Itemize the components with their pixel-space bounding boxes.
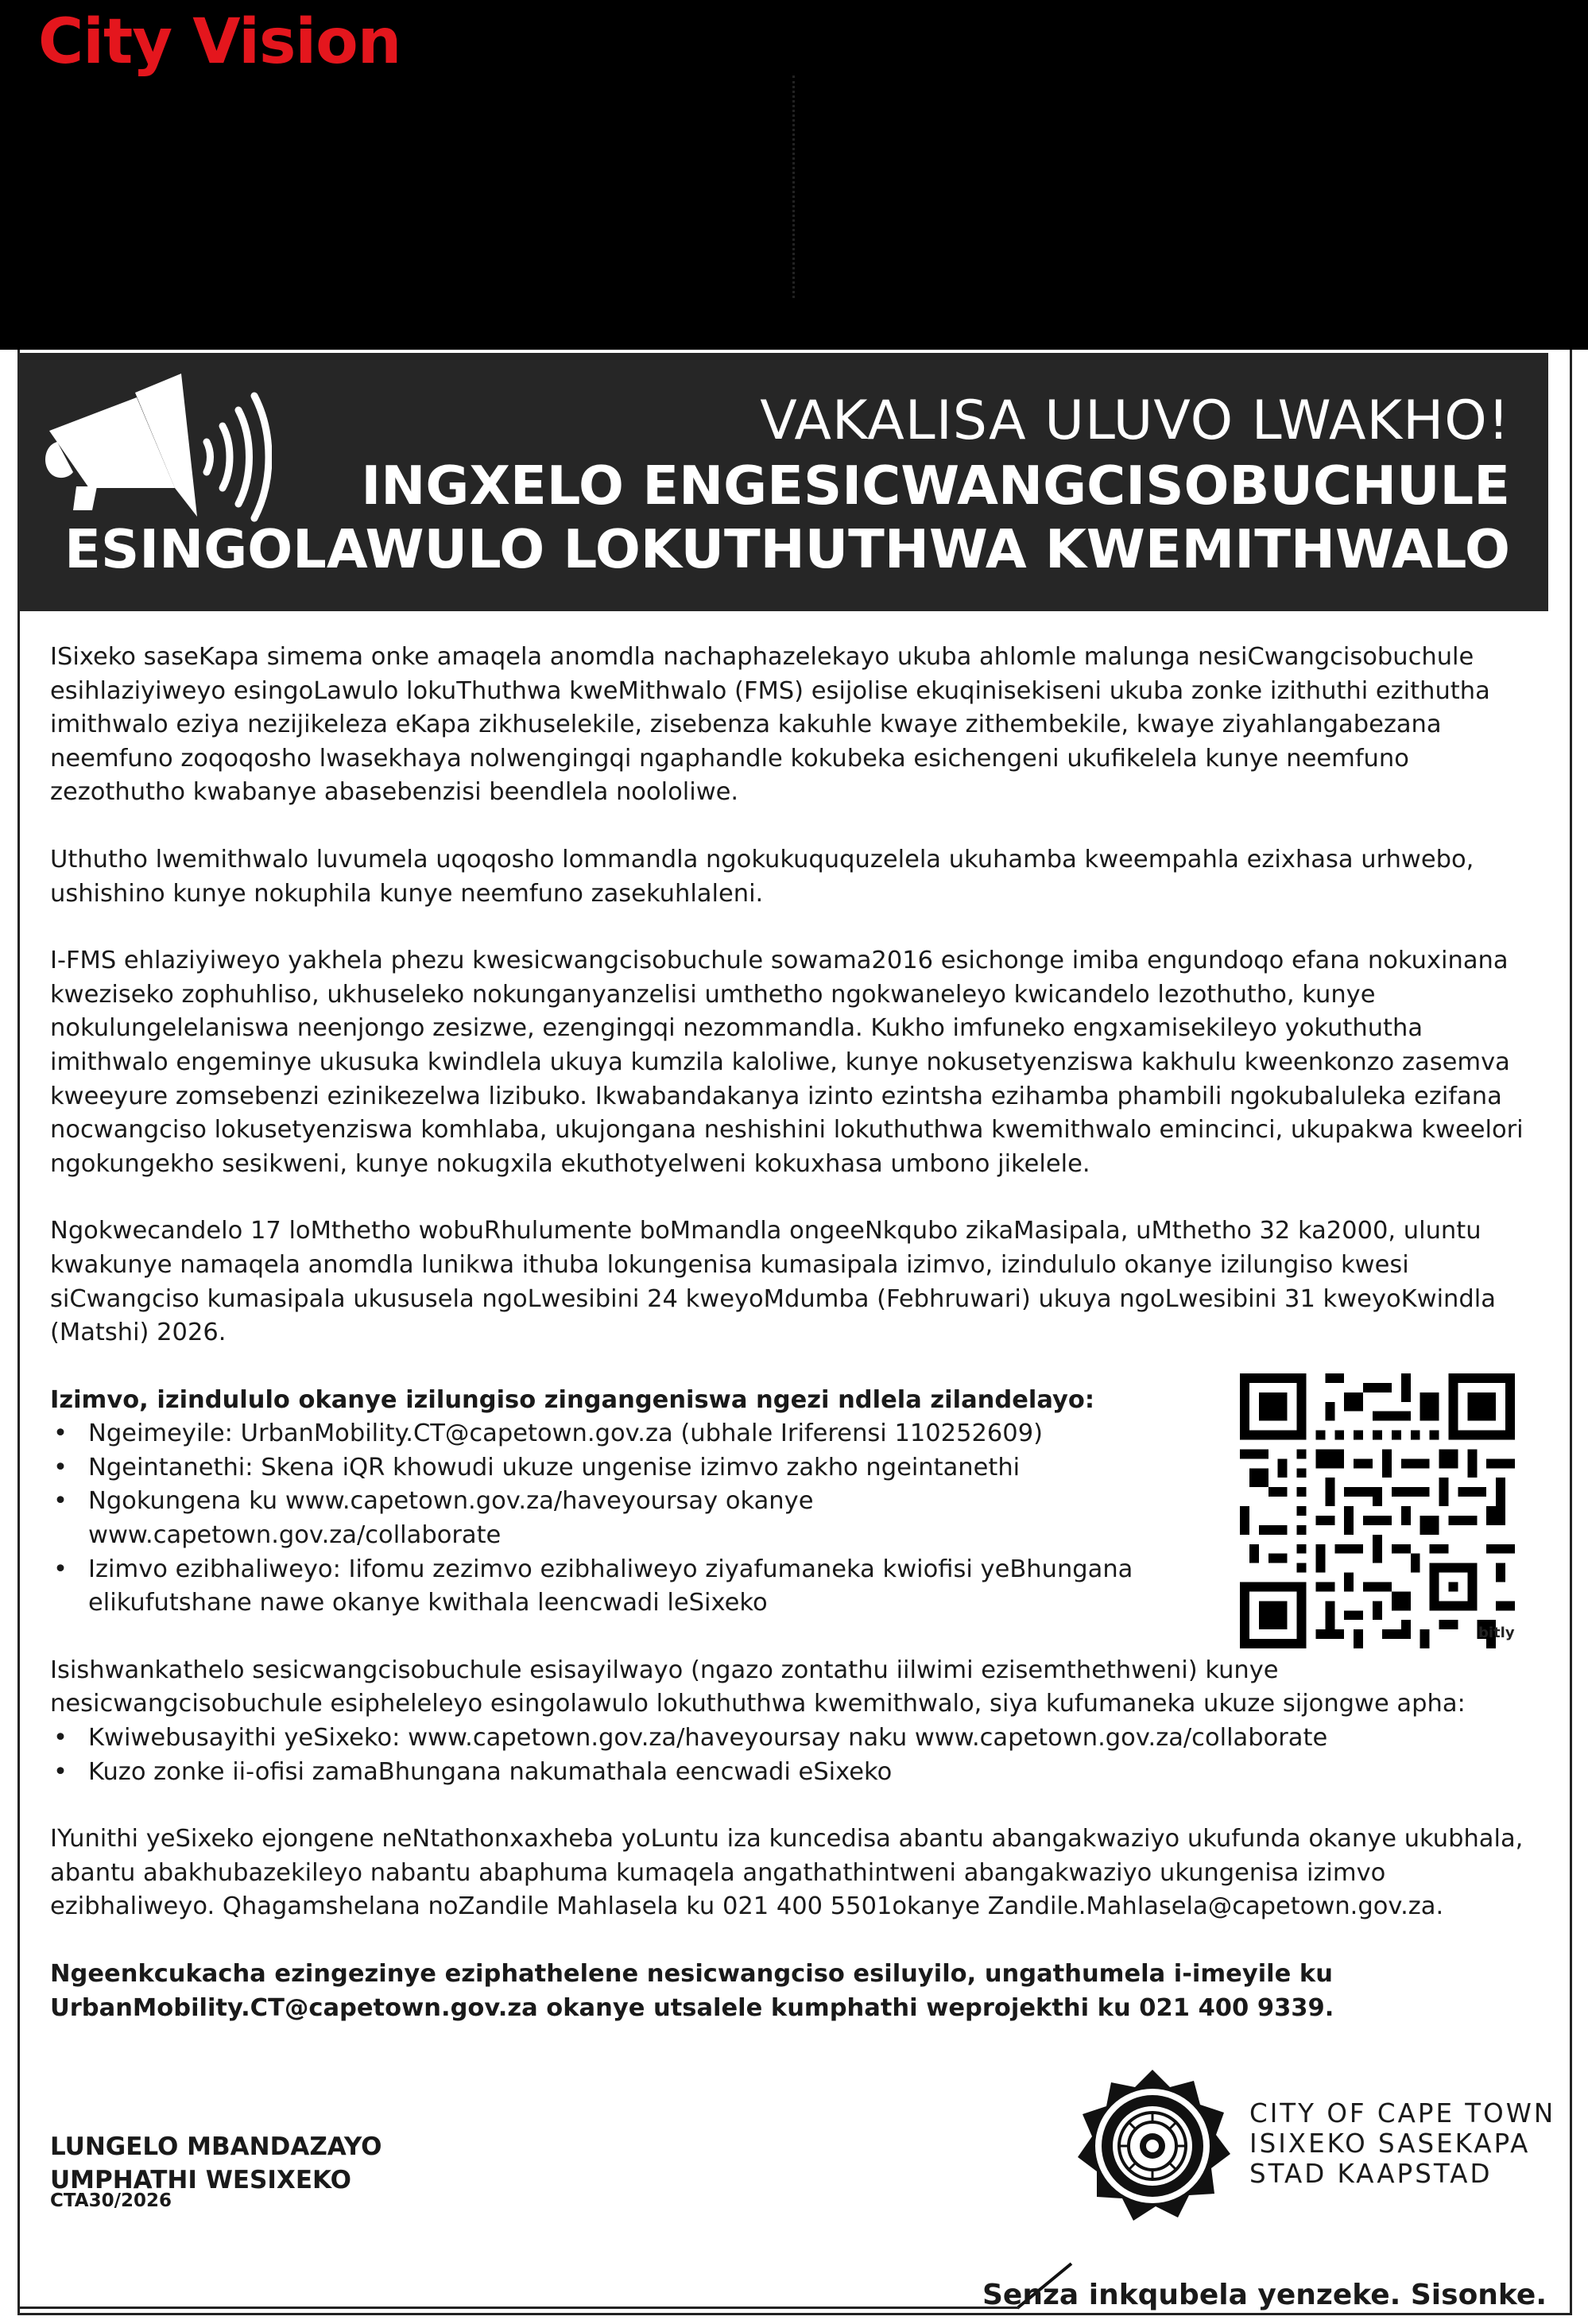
fold-divider	[792, 76, 795, 298]
banner-title-line-2: ESINGOLAWULO LOKUTHUTHWA KWEMITHWALO	[64, 518, 1510, 580]
city-name-english: CITY OF CAPE TOWN	[1249, 2098, 1556, 2128]
availability-website: • Kwiwebusayithi yeSixeko: www.capetown.gov.za/haveyoursay naku www.capetown.gov.za/collaborate	[50, 1722, 1544, 1756]
enquiries-paragraph: Ngeenkcukacha ezingezinye eziphathelene nesicwangciso esiluyilo, ungathumela i-imeyile ku UrbanMobility.CT@capetown.gov.za okanye utsalele kumphathi weprojekthi ku 021 400 9339.	[50, 1960, 1334, 2022]
city-vision-logo: City Vision	[38, 6, 401, 78]
megaphone-icon	[41, 369, 272, 528]
city-name-afrikaans: STAD KAAPSTAD	[1249, 2159, 1493, 2189]
comments-list	[50, 1417, 1218, 1621]
qr-bitly-label: bitly	[1478, 1625, 1515, 1641]
freight-paragraph: Uthutho lwemithwalo luvumela uqoqosho lommandla ngokukuququzelela ukuhamba kweempahla ezixhasa urhwebo, ushishino kunye nokuphila kunye neemfuno zasekuhlaleni.	[50, 845, 1474, 908]
assistance-paragraph: IYunithi yeSixeko ejongene neNtathonxaxheba yoLuntu iza kuncedisa abantu abangakwaziyo ukufunda okanye ukubhala, abantu abakhubazekileyo nabantu abaphuma kumaqela angathathintweni abangakwaziyo ukungenisa izimvo ezibhaliweyo. Qhagamshelana noZandile Mahlasela ku 021 400 5501okanye Zandile.Mahlasela@capetown.gov.za.	[50, 1825, 1524, 1921]
comments-heading: Izimvo, izindululo okanye izilungiso zingangeniswa ngezi ndlela zilandelayo:	[50, 1385, 1095, 1414]
intro-paragraph: ISixeko saseKapa simema onke amaqela anomdla nachaphazelekayo ukuba ahlomle malunga nesiCwangcisobuchule esihlaziyiweyo esingoLawulo lokuThuthwa kweMithwalo (FMS) esijolise ekuqinisekiseni ukuba zonke izithuthi ezithutha imithwalo eziya nezijikeleza eKapa zikhuselekile, zisebenza kakuhle kwaye zithembekile, kwaye ziyahlangabezana neemfuno zoqoqosho lwasekhaya nolwengingqi ngaphandle kokubeka esichengeni ukufikelela kunye neemfuno zezothutho kwabanye abasebenzisi beendlela noololiwe.	[50, 643, 1490, 807]
city-name-block	[1249, 2098, 1555, 2189]
availability-section	[50, 1654, 1544, 1789]
banner-headline: VAKALISA ULUVO LWAKHO!	[760, 389, 1510, 452]
city-emblem-icon	[1073, 2066, 1232, 2225]
availability-list	[50, 1722, 1544, 1789]
comment-method-online: • Ngeintanethi: Skena iQR khowudi ukuze ungenise izimvo zakho ngeintanethi	[50, 1451, 1218, 1485]
comment-method-email: • Ngeimeyile: UrbanMobility.CT@capetown.gov.za (ubhale Iriferensi 110252609)	[50, 1417, 1218, 1451]
comment-method-written: • Izimvo ezibhaliweyo: Iifomu zezimvo ezibhaliweyo ziyafumaneka kwiofisi yeBhungana elikufutshane nawe okanye kwithala leencwadi leSixeko	[50, 1553, 1218, 1621]
title-banner	[17, 353, 1548, 611]
signature-block	[50, 2130, 382, 2197]
signatory-name: LUNGELO MBANDAZAYO	[50, 2132, 382, 2161]
comments-section	[50, 1384, 1218, 1621]
comment-method-web: • Ngokungena ku www.capetown.gov.za/haveyoursay okanye www.capetown.gov.za/collaborate	[50, 1485, 1218, 1552]
availability-offices: • Kuzo zonke ii-ofisi zamaBhungana nakumathala eencwadi eSixeko	[50, 1756, 1544, 1790]
advert-reference: CTA30/2026	[50, 2190, 172, 2211]
availability-intro: Isishwankathelo sesicwangcisobuchule esisayilwayo (ngazo zontathu iilwimi ezisemthethweni) kunye nesicwangcisobuchule esipheleleyo esingolawulo lokuthuthwa kwemithwalo, siya kufumaneka ukuze sijongwe apha:	[50, 1656, 1466, 1718]
city-slogan: Senza inkqubela yenzeke. Sisonke.	[982, 2279, 1547, 2311]
legal-paragraph: Ngokwecandelo 17 loMthetho wobuRhulumente boMmandla ongeeNkqubo zikaMasipala, uMthetho 32 ka2000, uluntu kwakunye namaqela anomdla lunikwa ithuba lokungenisa kumasipala izimvo, izindululo okanye izilungiso kwesi siCwangciso kumasipala ukususela ngoLwesibini 24 kweyoMdumba (Febhruwari) ukuya ngoLwesibini 31 kweyoKwindla (Matshi) 2026.	[50, 1217, 1496, 1347]
notice-body	[50, 641, 1544, 2059]
masthead-band	[0, 0, 1588, 350]
qr-code-icon	[1240, 1373, 1515, 1648]
bottom-rule	[17, 2307, 1019, 2309]
city-name-xhosa: ISIXEKO SASEKAPA	[1249, 2128, 1531, 2159]
fms-paragraph: I-FMS ehlaziyiweyo yakhela phezu kwesicwangcisobuchule sowama2016 esichonge imiba engundoqo efana nokuxinana kweziseko zophuhliso, ukhuseleko nokunganyanzelisi umthetho ngokwaneleyo kwicandelo lezothutho, kunye nokulungelelaniswa neenjongo zesizwe, ezengingqi nezommandla. Kukho imfuneko engxamisekileyo yokuthutha imithwalo engeminye ukusuka kwindlela ukuya kumzila kaloliwe, kunye nokusetyenziswa kakhulu kweenkonzo zasemva kweeyure zomsebenzi ezinikezelwa lizibuko. Ikwabandakanya izinto ezintsha ezihamba phambili ngokubaluleka ezifana nocwangciso lokusetyenziswa komhlaba, ukujongana neshishini lokuthuthwa kwemithwalo emincinci, ukupakwa kweelori ngokungekho sesikweni, kunye nokugxila ekuthotyelweni kokuxhasa umbono jikelele.	[50, 947, 1524, 1178]
banner-title-line-1: INGXELO ENGESICWANGCISOBUCHULE	[361, 455, 1510, 517]
signatory-title: UMPHATHI WESIXEKO	[50, 2166, 351, 2194]
